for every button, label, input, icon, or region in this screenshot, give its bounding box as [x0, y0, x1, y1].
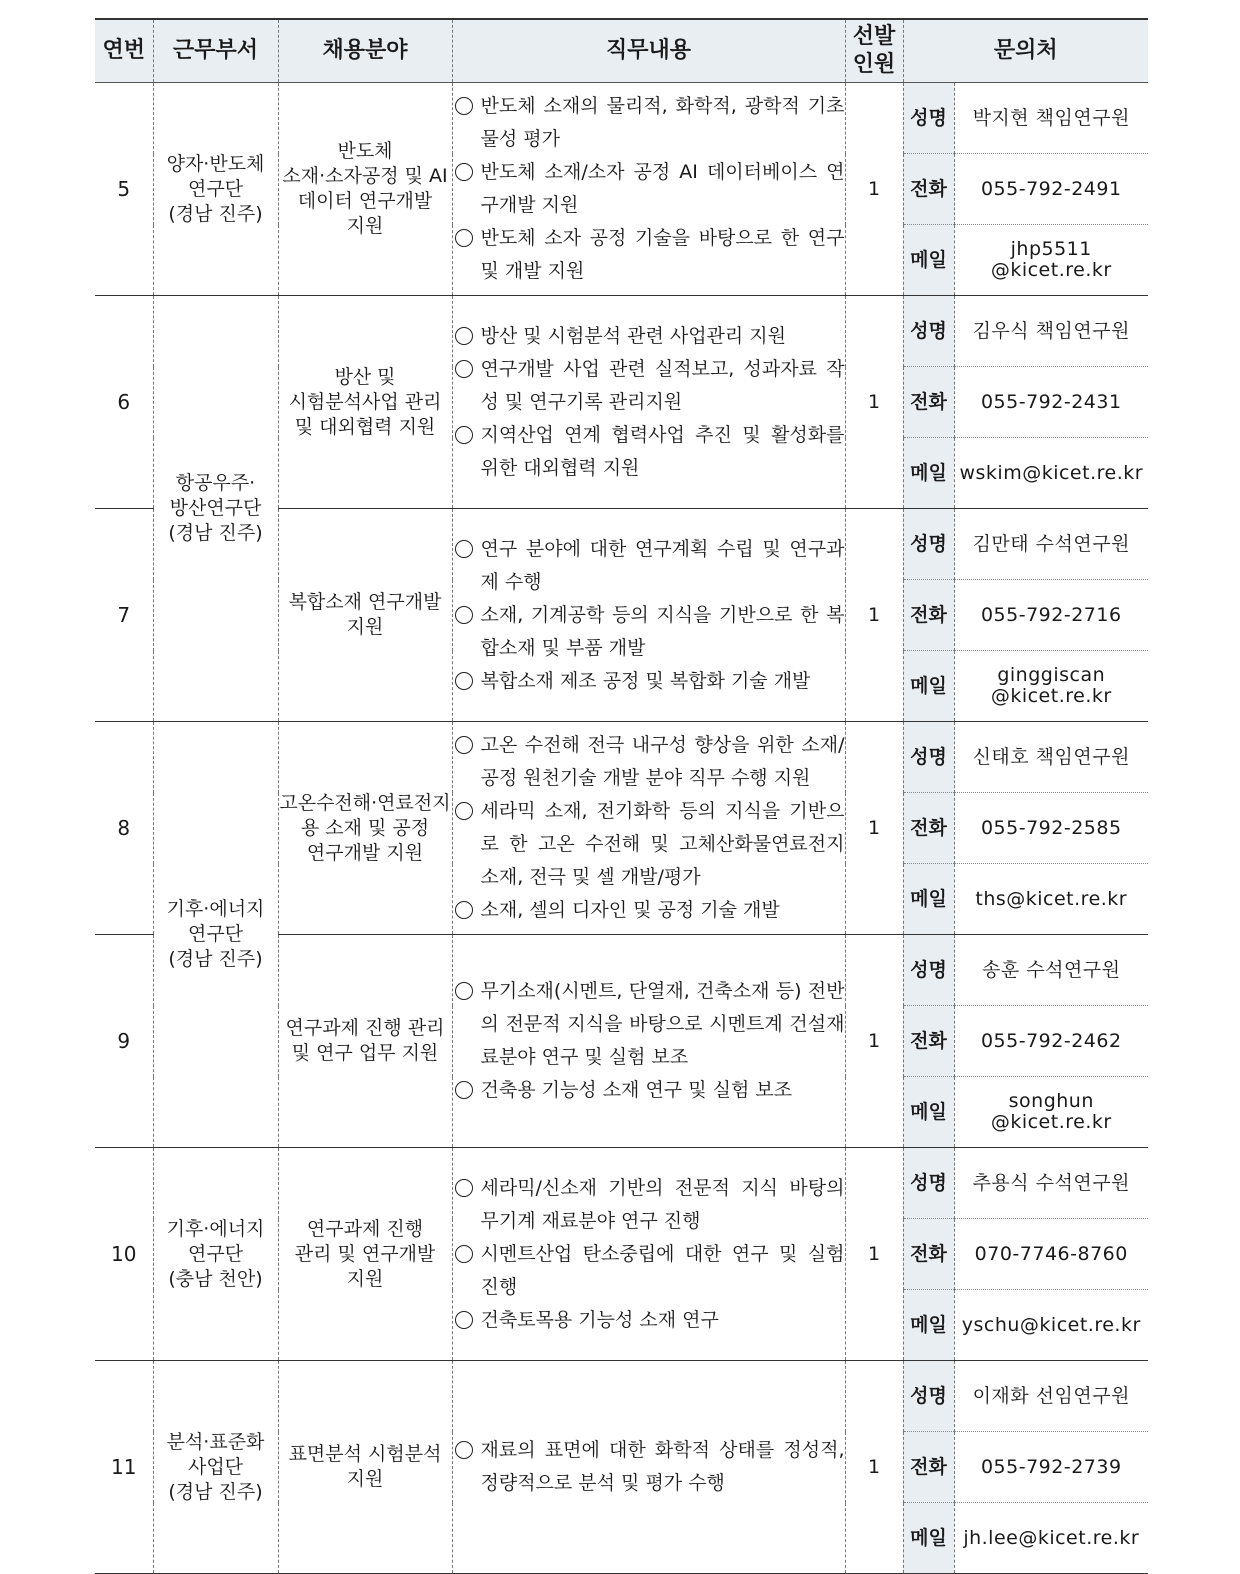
duty-item: 세라믹/신소재 기반의 전문적 지식 바탕의 무기계 재료분야 연구 진행 [453, 1172, 845, 1238]
contact-email-line2: @kicet.re.kr [990, 1111, 1112, 1133]
name-label: 성명 [903, 509, 954, 580]
contact-name: 박지현 책임연구원 [954, 83, 1148, 154]
duty-item: 고온 수전해 전극 내구성 향상을 위한 소재/공정 원천기술 개발 분야 직무 수행 지원 [453, 729, 845, 795]
contact-email [954, 864, 1148, 935]
field-line: 용 소재 및 공정 [300, 816, 430, 839]
duty-item: 재료의 표면에 대한 화학적 상태를 정성적, 정량적으로 분석 및 평가 수행 [453, 1434, 845, 1500]
email-label: 메일 [903, 438, 954, 509]
field-line: 및 대외협력 지원 [294, 415, 436, 438]
contact-email-line2: @kicet.re.kr [990, 259, 1112, 281]
phone-label: 전화 [903, 580, 954, 651]
contact-email [954, 1290, 1148, 1361]
department-line: (경남 진주) [168, 202, 263, 225]
field-line: 지원 [346, 1267, 384, 1290]
field-cell [278, 935, 452, 1148]
row-number: 8 [95, 722, 153, 935]
field-line: 관리 및 연구개발 [294, 1242, 436, 1265]
duty-item: 무기소재(시멘트, 단열재, 건축소재 등) 전반의 전문적 지식을 바탕으로 시멘트계 건설재료분야 연구 및 실험 보조 [453, 975, 845, 1074]
selection-count: 1 [845, 1361, 903, 1574]
department-line: 연구단 [187, 177, 244, 200]
header-dept: 근무부서 [153, 19, 278, 83]
contact-name: 김우식 책임연구원 [954, 296, 1148, 367]
phone-label: 전화 [903, 1432, 954, 1503]
header-contact: 문의처 [903, 19, 1148, 83]
department-cell [153, 296, 278, 722]
header-duty: 직무내용 [452, 19, 845, 83]
field-line: 연구과제 진행 [306, 1217, 424, 1240]
contact-email-line1: jh.lee@kicet.re.kr [963, 1526, 1140, 1549]
field-line: 시험분석사업 관리 [288, 390, 442, 413]
department-cell [153, 83, 278, 296]
contact-phone: 070-7746-8760 [954, 1219, 1148, 1290]
department-line: 사업단 [187, 1455, 244, 1478]
selection-count: 1 [845, 83, 903, 296]
duty-item: 반도체 소재의 물리적, 화학적, 광학적 기초물성 평가 [453, 90, 845, 156]
field-cell [278, 722, 452, 935]
contact-email-line1: wskim@kicet.re.kr [959, 461, 1144, 484]
field-line: 반도체 [337, 140, 393, 162]
contact-phone: 055-792-2585 [954, 793, 1148, 864]
field-line: 연구과제 진행 관리 [285, 1017, 445, 1039]
contact-phone: 055-792-2739 [954, 1432, 1148, 1503]
field-cell [278, 509, 452, 722]
duty-cell [452, 296, 845, 509]
name-label: 성명 [903, 1361, 954, 1432]
contact-email-line1: songhun [1008, 1090, 1094, 1112]
name-label: 성명 [903, 1148, 954, 1219]
department-line: (경남 진주) [168, 948, 263, 970]
row-number: 5 [117, 176, 131, 201]
duty-item: 시멘트산업 탄소중립에 대한 연구 및 실험 진행 [453, 1238, 845, 1304]
duty-item: 복합소재 제조 공정 및 복합화 기술 개발 [453, 665, 845, 698]
table-row [95, 296, 1148, 367]
duty-item: 세라믹 소재, 전기화학 등의 지식을 기반으로 한 고온 수전해 및 고체산화물연료전지 소재, 전극 및 셀 개발/평가 [453, 795, 845, 894]
recruitment-table [95, 18, 1148, 1574]
row-number: 7 [95, 509, 153, 722]
department-line: 연구단 [187, 1242, 244, 1265]
header-count-line2: 인원 [852, 52, 896, 77]
field-cell [278, 83, 452, 296]
field-line: 지원 [346, 1468, 384, 1490]
field-line: 방산 및 [334, 365, 396, 388]
contact-email-line1: ginggiscan [997, 664, 1106, 686]
phone-label: 전화 [903, 154, 954, 225]
department-line: (경남 진주) [168, 522, 263, 544]
name-label: 성명 [903, 935, 954, 1006]
header-no: 연번 [95, 19, 153, 83]
contact-name: 송훈 수석연구원 [954, 935, 1148, 1006]
duty-item: 방산 및 시험분석 관련 사업관리 지원 [453, 320, 845, 353]
row-number: 6 [95, 296, 153, 509]
name-label: 성명 [903, 296, 954, 367]
contact-phone: 055-792-2462 [954, 1006, 1148, 1077]
duty-item: 연구 분야에 대한 연구계획 수립 및 연구과제 수행 [453, 533, 845, 599]
table-row [95, 722, 1148, 793]
department-line: (충남 천안) [168, 1267, 263, 1290]
duty-item: 소재, 셀의 디자인 및 공정 기술 개발 [453, 894, 845, 927]
email-label: 메일 [903, 225, 954, 296]
department-line: 항공우주· [175, 472, 256, 494]
department-line: 연구단 [187, 923, 244, 945]
contact-email-line1: jhp5511 [1010, 238, 1092, 260]
department-line: 양자·반도체 [166, 152, 265, 175]
department-line: 기후·에너지 [166, 898, 265, 920]
department-cell [153, 722, 278, 1148]
email-label: 메일 [903, 864, 954, 935]
duty-item: 반도체 소자 공정 기술을 바탕으로 한 연구 및 개발 지원 [453, 222, 845, 288]
duty-item: 건축토목용 기능성 소재 연구 [453, 1304, 845, 1337]
duty-cell [452, 509, 845, 722]
field-line: 소재·소자공정 및 AI [282, 165, 448, 187]
email-label: 메일 [903, 1077, 954, 1148]
contact-email [954, 651, 1148, 722]
selection-count: 1 [845, 722, 903, 935]
department-line: 분석·표준화 [166, 1430, 265, 1453]
department-line: (경남 진주) [168, 1480, 263, 1503]
field-cell [278, 1361, 452, 1574]
header-field: 채용분야 [278, 19, 452, 83]
email-label: 메일 [903, 1503, 954, 1574]
contact-email-line1: yschu@kicet.re.kr [961, 1313, 1141, 1336]
contact-name: 신태호 책임연구원 [954, 722, 1148, 793]
selection-count: 1 [845, 1148, 903, 1361]
contact-phone: 055-792-2491 [954, 154, 1148, 225]
row-number: 11 [95, 1361, 153, 1574]
department-line: 방산연구단 [169, 497, 262, 519]
phone-label: 전화 [903, 1006, 954, 1077]
field-line: 지원 [346, 616, 384, 638]
field-line: 표면분석 시험분석 [288, 1443, 442, 1465]
field-line: 지원 [346, 215, 384, 237]
phone-label: 전화 [903, 1219, 954, 1290]
row-number: 10 [95, 1148, 153, 1361]
phone-label: 전화 [903, 367, 954, 438]
duty-cell [452, 722, 845, 935]
selection-count: 1 [845, 509, 903, 722]
department-cell [153, 1148, 278, 1361]
field-cell [278, 296, 452, 509]
field-line: 연구개발 지원 [306, 841, 424, 864]
name-label: 성명 [903, 83, 954, 154]
field-cell [278, 1148, 452, 1361]
header-count [845, 19, 903, 83]
duty-item: 지역산업 연계 협력사업 추진 및 활성화를 위한 대외협력 지원 [453, 419, 845, 485]
table-body [95, 83, 1148, 1574]
field-line: 고온수전해·연료전지 [279, 791, 451, 814]
selection-count: 1 [845, 296, 903, 509]
contact-name: 추용식 수석연구원 [954, 1148, 1148, 1219]
contact-email [954, 1077, 1148, 1148]
header-row [95, 19, 1148, 83]
email-label: 메일 [903, 1290, 954, 1361]
table-row [95, 1148, 1148, 1219]
duty-item: 건축용 기능성 소재 연구 및 실험 보조 [453, 1074, 845, 1107]
contact-email-line2: @kicet.re.kr [990, 685, 1112, 707]
table-row [95, 1361, 1148, 1432]
contact-email [954, 438, 1148, 509]
selection-count: 1 [845, 935, 903, 1148]
contact-phone: 055-792-2716 [954, 580, 1148, 651]
table-row [95, 83, 1148, 154]
duty-item: 연구개발 사업 관련 실적보고, 성과자료 작성 및 연구기록 관리지원 [453, 353, 845, 419]
contact-email-line1: ths@kicet.re.kr [975, 887, 1128, 910]
header-count-line1: 선발 [852, 24, 896, 49]
duty-cell [452, 935, 845, 1148]
field-line: 및 연구 업무 지원 [291, 1042, 439, 1064]
contact-name: 김만태 수석연구원 [954, 509, 1148, 580]
department-cell [153, 1361, 278, 1574]
duty-cell [452, 1148, 845, 1361]
field-line: 복합소재 연구개발 [288, 591, 442, 613]
duty-item: 반도체 소재/소자 공정 AI 데이터베이스 연구개발 지원 [453, 156, 845, 222]
contact-email [954, 225, 1148, 296]
email-label: 메일 [903, 651, 954, 722]
duty-cell [452, 1361, 845, 1574]
duty-item: 소재, 기계공학 등의 지식을 기반으로 한 복합소재 및 부품 개발 [453, 599, 845, 665]
field-line: 데이터 연구개발 [297, 190, 433, 212]
phone-label: 전화 [903, 793, 954, 864]
contact-email [954, 1503, 1148, 1574]
department-line: 기후·에너지 [166, 1217, 265, 1240]
duty-cell [452, 83, 845, 296]
row-number: 9 [95, 935, 153, 1148]
contact-name: 이재화 선임연구원 [954, 1361, 1148, 1432]
name-label: 성명 [903, 722, 954, 793]
contact-phone: 055-792-2431 [954, 367, 1148, 438]
